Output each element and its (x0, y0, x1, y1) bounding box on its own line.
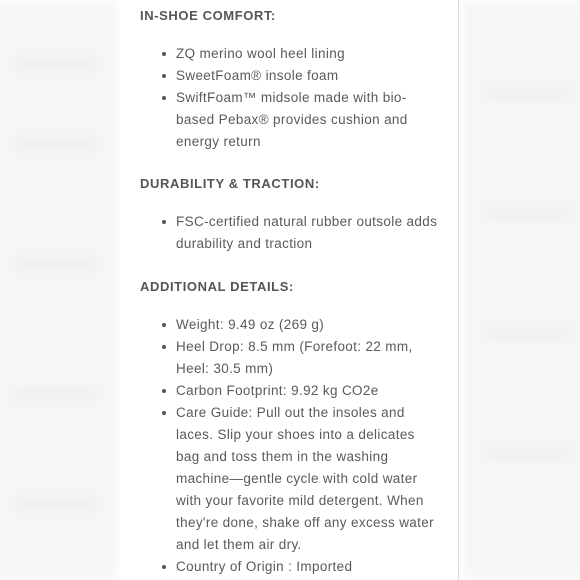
bullet-icon (162, 74, 166, 78)
list-item-text: Heel Drop: 8.5 mm (Forefoot: 22 mm, Heel: 30.5 mm) (176, 339, 413, 376)
bullet-icon (162, 96, 166, 100)
bullet-icon (162, 565, 166, 569)
list-item (140, 87, 442, 153)
bullet-icon (162, 220, 166, 224)
list-item-text: Carbon Footprint: 9.92 kg CO2e (176, 383, 379, 398)
list-item (140, 43, 442, 65)
bullet-icon (162, 389, 166, 393)
bullet-icon (162, 411, 166, 415)
list-item (140, 314, 442, 336)
durability-traction-list (140, 211, 442, 255)
list-item (140, 65, 442, 87)
bullet-icon (162, 52, 166, 56)
list-item-text: ZQ merino wool heel lining (176, 46, 345, 61)
list-item (140, 402, 442, 556)
section-heading-durability-traction: DURABILITY & TRACTION: (140, 176, 320, 191)
product-details-panel (119, 0, 459, 580)
list-item (140, 211, 442, 255)
blurred-backdrop-left (0, 0, 118, 580)
list-item-text: Care Guide: Pull out the insoles and laces. Slip your shoes into a delicates bag and toss them in the washing machine—gentle cycle with cold water with your favorite mild detergent. When they're done, shake off any excess water and let them air dry. (176, 405, 434, 552)
section-heading-in-shoe-comfort: IN-SHOE COMFORT: (140, 8, 276, 23)
list-item-text: Weight: 9.49 oz (269 g) (176, 317, 325, 332)
list-item (140, 380, 442, 402)
additional-details-list (140, 314, 442, 578)
in-shoe-comfort-list (140, 43, 442, 153)
list-item-text: SweetFoam® insole foam (176, 68, 339, 83)
bullet-icon (162, 323, 166, 327)
bullet-icon (162, 345, 166, 349)
list-item-text: FSC-certified natural rubber outsole adds durability and traction (176, 214, 438, 251)
list-item (140, 556, 442, 578)
list-item (140, 336, 442, 380)
blurred-backdrop-right (462, 0, 580, 580)
section-heading-additional-details: ADDITIONAL DETAILS: (140, 279, 294, 294)
list-item-text: Country of Origin : Imported (176, 559, 353, 574)
list-item-text: SwiftFoam™ midsole made with bio-based Pebax® provides cushion and energy return (176, 90, 408, 149)
